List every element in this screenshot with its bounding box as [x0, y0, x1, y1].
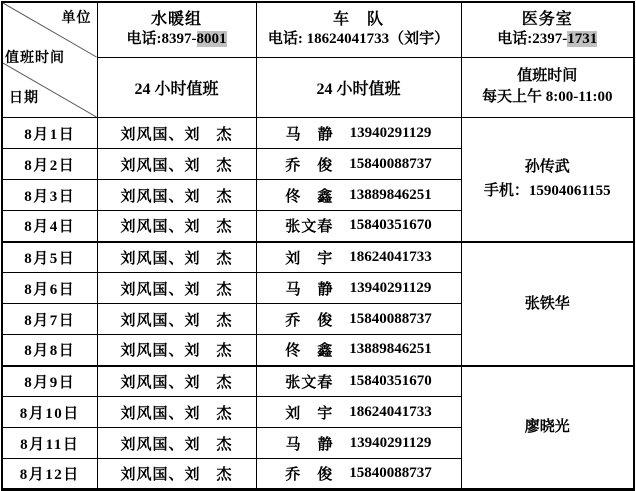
plumbing-phone-highlight: 8001: [196, 31, 227, 48]
medical-staff-name: 孙传武: [524, 159, 570, 176]
driver-phone: 18624041733: [349, 403, 432, 420]
date-cell: 8月8日: [2, 335, 97, 366]
medical-phone-prefix: 电话:2397-: [497, 31, 568, 48]
medical-phone: [462, 30, 634, 50]
plumbing-duty-cell: 刘风国、刘 杰: [97, 304, 256, 335]
date-cell: 8月10日: [2, 397, 97, 428]
duty-roster-table: [1, 1, 635, 491]
corner-header-cell: [2, 2, 97, 118]
driver-phone: 15840088737: [349, 310, 432, 327]
plumbing-duty-hours-cell: [97, 57, 256, 117]
plumbing-duty-cell: 刘风国、刘 杰: [97, 397, 256, 428]
plumbing-duty-hours: 24 小时值班: [134, 80, 219, 98]
medical-staff-name: 张铁华: [524, 295, 570, 312]
date-cell: 8月9日: [2, 366, 97, 397]
driver-name: 马 静: [285, 281, 334, 298]
driver-duty-cell: [256, 180, 461, 211]
corner-label-duty-time: 值班时间: [5, 51, 65, 66]
plumbing-duty-cell: 刘风国、刘 杰: [97, 273, 256, 304]
fleet-header-cell: [256, 2, 461, 57]
driver-duty-cell: [256, 304, 461, 335]
fleet-title: 车 队: [332, 11, 384, 29]
medical-duty-line2: 每天上午 8:00-11:00: [482, 89, 613, 106]
driver-duty-cell: [256, 118, 461, 149]
driver-phone: 15840351670: [349, 217, 432, 234]
plumbing-duty-cell: 刘风国、刘 杰: [97, 211, 256, 242]
driver-duty-cell: [256, 428, 461, 459]
driver-name: 乔 俊: [285, 312, 334, 329]
header-row-2: [2, 57, 634, 117]
medical-duty-cell: [461, 118, 634, 242]
plumbing-duty-cell: 刘风国、刘 杰: [97, 459, 256, 490]
date-cell: 8月6日: [2, 273, 97, 304]
table-row: [2, 366, 634, 397]
fleet-duty-hours-cell: [256, 57, 461, 117]
driver-phone: 13940291129: [349, 124, 432, 141]
plumbing-duty-cell: 刘风国、刘 杰: [97, 366, 256, 397]
header-row-1: [2, 2, 634, 57]
plumbing-duty-cell: 刘风国、刘 杰: [97, 180, 256, 211]
table-row: [2, 118, 634, 149]
medical-duty-hours-cell: [461, 57, 634, 117]
medical-duty-line1: 值班时间: [517, 67, 578, 84]
plumbing-duty-cell: 刘风国、刘 杰: [97, 428, 256, 459]
driver-name: 佟 鑫: [285, 343, 334, 360]
driver-phone: 13889846251: [349, 341, 432, 358]
diagonal-corner: [3, 3, 97, 117]
driver-name: 张文春: [285, 374, 334, 391]
plumbing-header-cell: [97, 2, 256, 57]
medical-duty-cell: [461, 242, 634, 366]
driver-duty-cell: [256, 242, 461, 273]
fleet-duty-hours: 24 小时值班: [316, 80, 401, 98]
driver-phone: 15840088737: [349, 155, 432, 172]
plumbing-phone-prefix: 电话:8397-: [126, 31, 197, 48]
driver-name: 乔 俊: [285, 157, 334, 174]
driver-name: 乔 俊: [285, 467, 334, 483]
plumbing-title: 水暖组: [150, 11, 202, 29]
plumbing-duty-cell: 刘风国、刘 杰: [97, 242, 256, 273]
driver-duty-cell: [256, 397, 461, 428]
driver-duty-cell: [256, 273, 461, 304]
medical-header-cell: [461, 2, 634, 57]
date-cell: 8月5日: [2, 242, 97, 273]
driver-phone: 18624041733: [349, 248, 432, 265]
driver-name: 张文春: [285, 219, 334, 236]
plumbing-duty-cell: 刘风国、刘 杰: [97, 149, 256, 180]
corner-label-date: 日期: [9, 91, 39, 106]
driver-duty-cell: [256, 149, 461, 180]
driver-name: 马 静: [285, 436, 334, 453]
plumbing-duty-cell: 刘风国、刘 杰: [97, 335, 256, 366]
driver-phone: 15840088737: [349, 465, 432, 481]
table-row: [2, 242, 634, 273]
corner-label-unit: 单位: [61, 11, 92, 26]
driver-duty-cell: [256, 366, 461, 397]
date-cell: 8月1日: [2, 118, 97, 149]
driver-duty-cell: [256, 211, 461, 242]
medical-duty-cell: [461, 366, 634, 490]
driver-name: 刘 宇: [285, 250, 334, 267]
medical-staff-name: 廖晓光: [524, 419, 570, 436]
plumbing-duty-cell: 刘风国、刘 杰: [97, 118, 256, 149]
driver-name: 马 静: [285, 126, 334, 143]
date-cell: 8月11日: [2, 428, 97, 459]
driver-name: 刘 宇: [285, 405, 334, 422]
driver-phone: 15840351670: [349, 372, 432, 389]
date-cell: 8月3日: [2, 180, 97, 211]
date-cell: 8月7日: [2, 304, 97, 335]
driver-phone: 13940291129: [349, 279, 432, 296]
medical-staff-phone: 手机：15904061155: [483, 183, 611, 200]
driver-duty-cell: [256, 335, 461, 366]
driver-phone: 13940291129: [349, 434, 432, 451]
date-cell: 8月4日: [2, 211, 97, 242]
date-cell: 8月12日: [2, 459, 97, 490]
driver-duty-cell: [256, 459, 461, 490]
driver-name: 佟 鑫: [285, 188, 334, 205]
driver-phone: 13889846251: [349, 186, 432, 203]
fleet-phone: 电话: 18624041733（刘宇）: [267, 31, 450, 48]
date-cell: 8月2日: [2, 149, 97, 180]
plumbing-phone: [98, 30, 256, 50]
medical-title: 医务室: [521, 11, 573, 29]
medical-phone-highlight: 1731: [567, 31, 598, 48]
